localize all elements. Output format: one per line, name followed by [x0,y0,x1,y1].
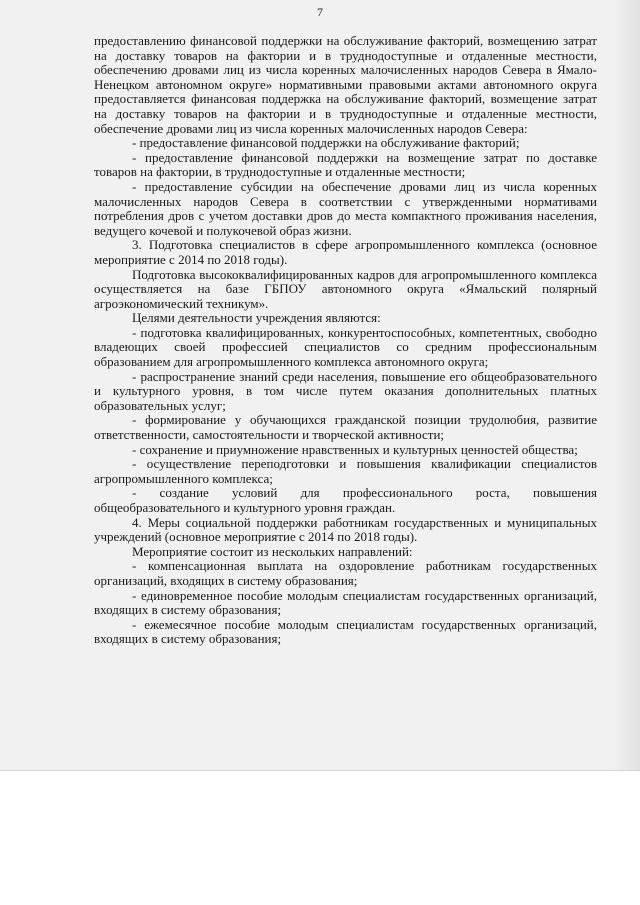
section-heading: 3. Подготовка специалистов в сфере агропромышленного комплекса (основное мероприятие с 2014 по 2018 годы). [94,237,597,267]
scan-edge-shadow [614,0,640,770]
section-heading: 4. Меры социальной поддержки работникам государственных и муниципальных учреждений (основное мероприятие с 2014 по 2018 годы). [94,514,597,545]
list-item: - единовременное пособие молодым специалистам государственных организаций, входящих в систему образования; [94,587,597,618]
list-item: - компенсационная выплата на оздоровление работникам государственных организаций, входящих в систему образования; [94,558,597,588]
list-item: - предоставление финансовой поддержки на возмещение затрат по доставке товаров на фактории, в труднодоступные и отдаленные местности; [94,149,597,180]
paragraph: Целями деятельности учреждения являются: [132,310,381,326]
list-item: - предоставление финансовой поддержки на обслуживание факторий; [132,135,520,151]
paragraph: Мероприятие состоит из нескольких направлений: [132,543,413,559]
list-item: - сохранение и приумножение нравственных и культурных ценностей общества; [132,441,578,457]
page-number: 7 [317,5,323,19]
paragraph: Подготовка высококвалифицированных кадров для агропромышленного комплекса осуществляется на базе ГБПОУ автономного округа «Ямальский полярный агроэкономический техникум». [94,266,597,311]
list-item: - подготовка квалифицированных, конкурентоспособных, компетентных, свободно владеющих своей профессией специалистов со средним профессиональным образованием для агропромышленного комплекса автономного округа; [94,324,597,370]
list-item: - создание условий для профессионального роста, повышения общеобразовательного и культурного уровня граждан. [94,485,597,515]
list-item: - ежемесячное пособие молодым специалистам государственных организаций, входящих в систему образования; [94,616,597,647]
list-item: - формирование у обучающихся гражданской позиции трудолюбия, развитие ответственности, самостоятельности и творческой активности; [94,412,597,443]
list-item: - осуществление переподготовки и повышения квалификации специалистов агропромышленного комплекса; [94,456,597,486]
paragraph: предоставлению финансовой поддержки на обслуживание факторий, возмещению затрат на доставку товаров на фактории и в труднодоступные и отдаленные местности, обеспечению дровами лиц из числа коренных малочисленных народов Севера в Ямало-Ненецком автономном округе» нормативными правовыми актами автономного округа предоставляется финансовая поддержка на обслуживание факторий, возмещение затрат на доставку товаров на фактории и в труднодоступные и отдаленные местности, обеспечение дровами лиц из числа коренных малочисленных народов Севера: [94,33,597,136]
list-item: - предоставление субсидии на обеспечение дровами лиц из числа коренных малочисленных народов Севера в соответствии с утвержденными нормативами потребления дров с учетом доставки дров до места компактного проживания населения, ведущего кочевой и полукочевой образ жизни. [94,178,597,238]
list-item: - распространение знаний среди населения, повышение его общеобразовательного и культурного уровня, в том числе путем оказания дополнительных платных образовательных услуг; [94,368,597,413]
document-body [94,34,597,647]
